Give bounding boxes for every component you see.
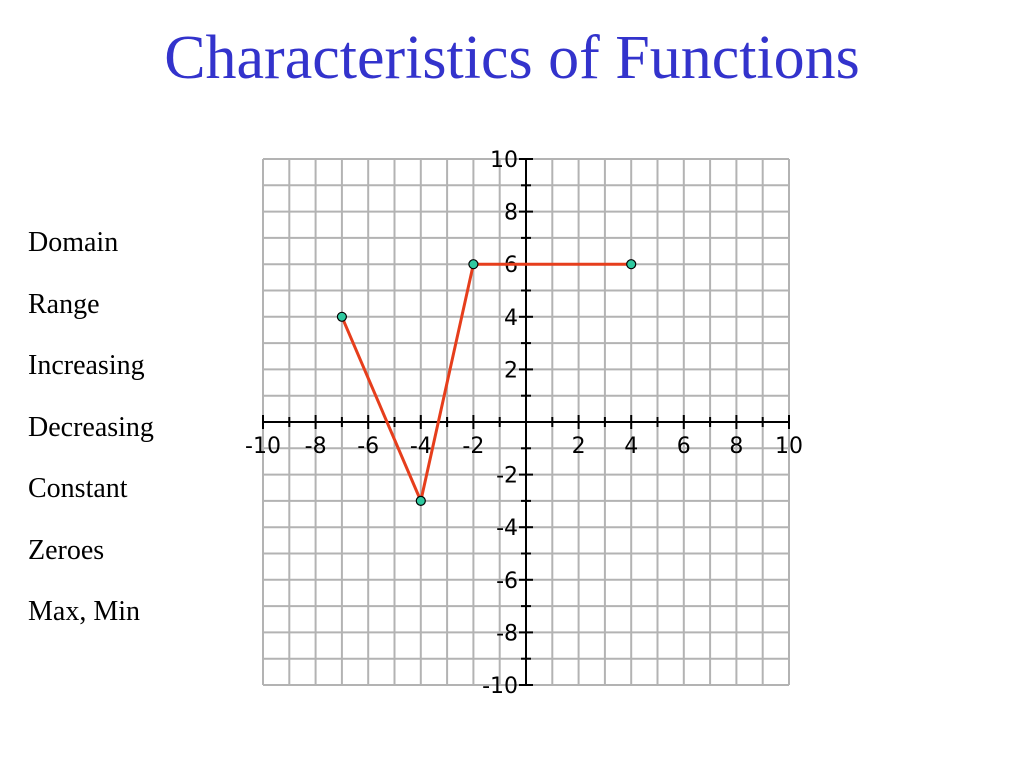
data-point <box>337 312 346 321</box>
y-tick-label: 4 <box>504 305 518 331</box>
y-tick-label: 8 <box>504 200 518 226</box>
y-tick-label: -10 <box>482 674 518 699</box>
data-point <box>469 260 478 269</box>
term-increasing: Increasing <box>28 350 145 381</box>
function-graph <box>337 260 635 506</box>
x-tick-label: 4 <box>624 434 639 459</box>
term-zeroes: Zeroes <box>28 534 105 566</box>
term-max-min: Max, Min <box>28 596 140 627</box>
term-constant: Constant <box>28 473 128 504</box>
term-domain: Domain <box>28 227 119 258</box>
x-tick-label: 2 <box>571 434 586 459</box>
data-point <box>416 496 425 505</box>
x-tick-label: -10 <box>245 434 281 459</box>
function-line <box>342 264 631 501</box>
data-point <box>627 260 636 269</box>
term-range: Range <box>28 288 100 320</box>
y-tick-label: -4 <box>496 516 518 542</box>
term-decreasing: Decreasing <box>28 411 154 443</box>
y-tick-label: -8 <box>496 621 518 647</box>
x-tick-label: 8 <box>729 434 744 459</box>
slide-title: Characteristics of Functions <box>164 24 860 92</box>
x-tick-label: 10 <box>775 434 803 459</box>
x-tick-label: -8 <box>304 434 327 459</box>
y-tick-label: 10 <box>490 148 518 173</box>
x-tick-label: -4 <box>409 434 432 459</box>
tick-labels <box>245 148 803 699</box>
x-tick-label: -2 <box>462 434 485 459</box>
x-tick-label: -6 <box>357 434 380 459</box>
y-tick-label: 6 <box>504 253 518 279</box>
y-tick-label: -2 <box>496 463 518 489</box>
y-tick-label: -6 <box>496 568 518 594</box>
y-tick-label: 2 <box>504 358 518 384</box>
x-tick-label: 6 <box>676 434 691 459</box>
